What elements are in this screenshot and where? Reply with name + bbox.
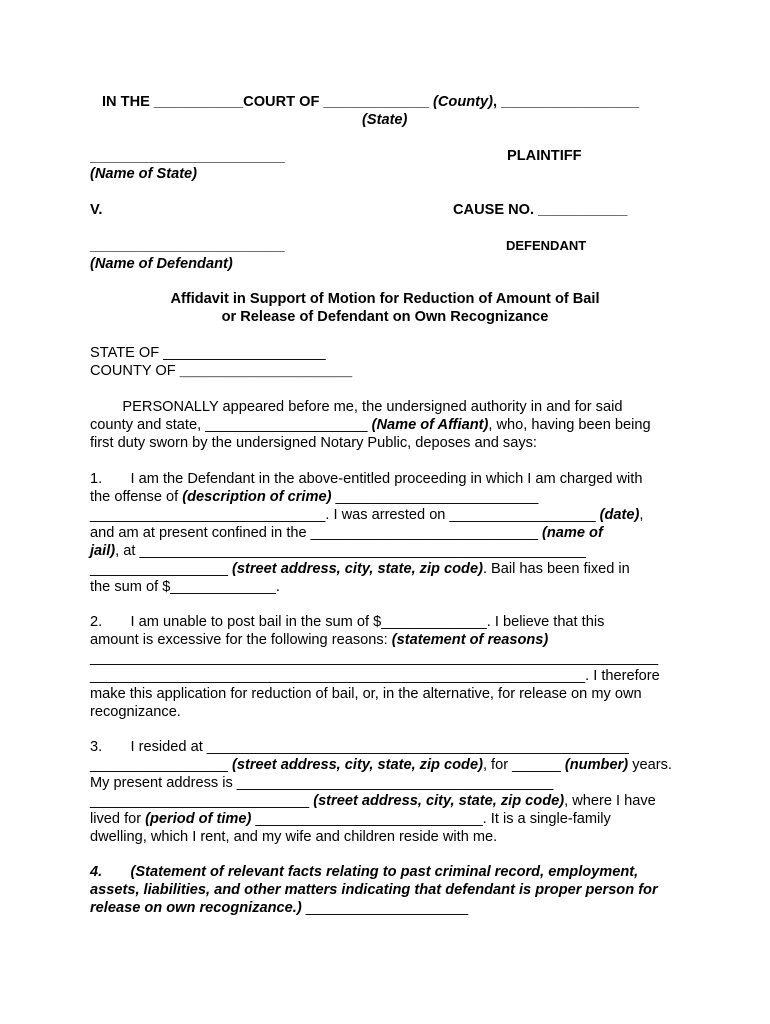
para3-line-2: _________________ (street address, city, state, zip code), for ______ (number) years.: [90, 757, 672, 773]
para3-line-6: dwelling, which I rent, and my wife and children reside with me.: [90, 829, 498, 845]
para2-line-6: recognizance.: [90, 704, 181, 720]
para1-line-3: _____________________________. I was arrested on __________________ (date),: [90, 507, 644, 523]
para3-line-3: My present address is _______________________________________: [90, 775, 554, 791]
intro-line-1: PERSONALLY appeared before me, the undersigned authority in and for said: [90, 399, 623, 415]
para2-line-5: make this application for reduction of bail, or, in the alternative, for release on my own: [90, 686, 642, 702]
para3-line-4: ___________________________ (street address, city, state, zip code), where I have: [90, 793, 656, 809]
intro-line-2: county and state, ____________________ (Name of Affiant), who, having been being: [90, 417, 651, 433]
para1-line-1: 1. I am the Defendant in the above-entitled proceeding in which I am charged with: [90, 471, 643, 487]
para4-line-3: release on own recognizance.) ____________________: [90, 900, 469, 916]
cause-number: CAUSE NO. ___________: [453, 202, 628, 218]
name-of-state-label: (Name of State): [90, 166, 198, 182]
document-title-line-2: or Release of Defendant on Own Recognizance: [221, 309, 549, 325]
para3-line-1: 3. I resided at ____________________________________________________: [90, 739, 629, 755]
para2-line-2: amount is excessive for the following reasons: (statement of reasons): [90, 632, 549, 648]
name-of-defendant-label: (Name of Defendant): [90, 256, 233, 272]
court-line: IN THE ___________COURT OF _____________ (County), _________________: [102, 94, 640, 110]
document-title-line-1: Affidavit in Support of Motion for Reduction of Amount of Bail: [170, 291, 600, 307]
venue-county: COUNTY OF _______________________________: [90, 363, 353, 379]
venue-state: STATE OF ____________________: [90, 345, 326, 361]
para1-line-4: and am at present confined in the ____________________________ (name of: [90, 525, 603, 541]
para4-line-1: 4. (Statement of relevant facts relating to past criminal record, employment,: [90, 864, 639, 880]
defendant-label: DEFENDANT: [506, 238, 587, 253]
state-blank: ________________________: [90, 149, 285, 165]
defendant-blank: ________________________: [90, 238, 285, 254]
para2-line-3: ______________________________________________________________________: [90, 650, 659, 666]
para4-line-2: assets, liabilities, and other matters indicating that defendant is proper person for: [90, 882, 658, 898]
para1-line-6: _________________ (street address, city, state, zip code). Bail has been fixed in: [90, 561, 630, 577]
para2-line-4: _____________________________________________________________. I therefore: [90, 668, 660, 684]
versus-label: V.: [90, 202, 103, 218]
intro-line-3: first duty sworn by the undersigned Notary Public, deposes and says:: [90, 435, 537, 451]
para1-line-2: the offense of (description of crime) _________________________: [90, 489, 539, 505]
plaintiff-label: PLAINTIFF: [507, 148, 582, 164]
para1-line-7: the sum of $_____________.: [90, 579, 280, 595]
para3-line-5: lived for (period of time) ____________________________. It is a single-family: [90, 811, 611, 827]
state-label: (State): [362, 112, 408, 128]
para1-line-5: jail), at _______________________________________________________: [90, 543, 586, 559]
para2-line-1: 2. I am unable to post bail in the sum of $_____________. I believe that this: [90, 614, 605, 630]
county-label: (County): [433, 94, 493, 110]
